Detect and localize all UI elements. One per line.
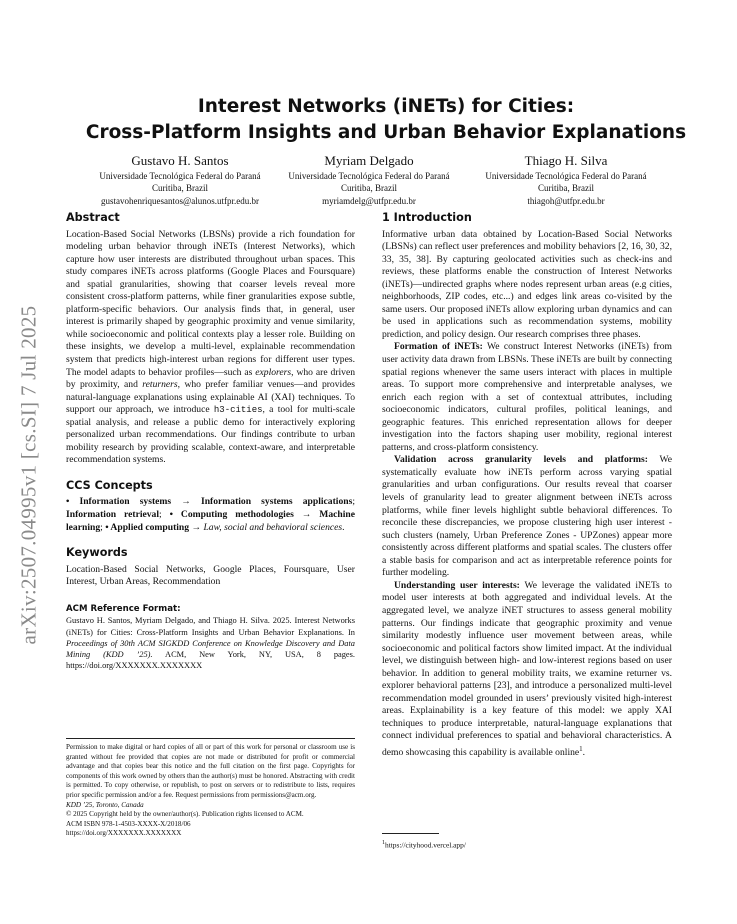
author-block-3 <box>466 152 666 207</box>
author-email: thiagoh@utfpr.edu.br <box>527 195 605 206</box>
title-line-1: Interest Networks (iNETs) for Cities: <box>197 96 575 117</box>
intro-paragraph-1: Informative urban data obtained by Location-Based Social Networks (LBSNs) can reflect user preferences and mobility behaviors [2, 16, 30, 32, 33, 35, 38]. By capturing geolocated activities such as check-ins and reviews, these platforms enable the construction of Interest Networks (iNETs)—undirected graphs where nodes represent urban areas (e.g cities, neighborhoods, ZIP codes, etc...) and edges link areas co-visited by the same users. Our proposed iNETs allow exploring urban dynamics and can be used in applications such as recommendation systems, mobility prediction, and policy design. Our research comprises three phases. <box>382 228 672 340</box>
author-affiliation: Universidade Tecnológica Federal do Paraná <box>288 171 450 181</box>
footnote <box>382 833 672 850</box>
right-column <box>382 212 672 760</box>
keywords-heading: Keywords <box>66 546 128 560</box>
intro-paragraph-3: Validation across granularity levels and platforms: We systematically evaluate how iNETs perform across varying spatial granularities and urban configurations. Our results reveal that coarser levels of granularity lead to greater alignment between iNETs across platforms, while finer levels highlight subtle behavioral differences. To reconcile these discrepancies, we propose clustering high user interest - such clusters (namely, Urban Preference Zones - UPZones) appear more consistently across different platforms and spatial scales. The clusters offer a stable basis for comparison and act as interpretable reference points for further modeling. <box>382 454 672 579</box>
intro-paragraph-4: Understanding user interests: We leverage the validated iNETs to model user interests at both aggregated and individual levels. At the aggregated level, we analyze iNET structures to assess general mobility patterns. Our findings indicate that geographic proximity and venue similarity modestly influence user movement between areas, while socioeconomic and political factors show limited impact. At the individual level, we distinguish between high- and low-interest regions based on user behavior. In addition to general mobility traits, we examine returner vs. explorer behavioral patterns [23], and introduce a personalized multi-level recommendation model grounded in users’ previously visited high-interest areas. Explainability is a key feature of this model: we apply XAI techniques to produce interpretable, natural-language explanations that connect individual preferences to spatial and behavioral characteristics. A demo showcasing this capability is available online$^1$. <box>382 579 672 759</box>
author-name: Myriam Delgado <box>324 153 414 168</box>
footnote-rule <box>382 833 439 834</box>
author-affiliation: Universidade Tecnológica Federal do Paraná <box>99 171 261 181</box>
arxiv-stamp <box>14 280 44 670</box>
footnote-link[interactable]: https://cityhood.vercel.app/ <box>385 840 466 850</box>
arxiv-stamp-text: arXiv:2507.04995v1 [cs.SI] 7 Jul 2025 <box>16 305 41 645</box>
acm-reference-heading: ACM Reference Format: <box>66 603 181 614</box>
footnote-marker: 1 <box>579 744 583 753</box>
author-location: Curitiba, Brazil <box>538 183 594 194</box>
author-block-1 <box>80 152 280 207</box>
introduction-heading: 1 Introduction <box>382 211 472 224</box>
author-email: gustavohenriquesantos@alunos.utfpr.edu.br <box>100 195 259 206</box>
intro-paragraph-2: Formation of iNETs: We construct Interest Networks (iNETs) from user activity data drawn from LBSNs. These iNETs are built by connecting spatial regions whenever the same users interact with places in multiple areas. To support more comprehensive and interpretable analyses, we enrich each region with a set of contextual attributes, including socioeconomic indicators, cultural profiles, political leanings, and geographic features. This enriched representation allows for deeper investigation into the factors shaping user mobility, regional interest patterns, and cross-platform consistency. <box>382 341 672 453</box>
author-block-2 <box>269 152 469 207</box>
ccs-heading: CCS Concepts <box>66 478 153 492</box>
footnote-number: 1 <box>382 840 385 846</box>
permission-text: Permission to make digital or hard copies of all or part of this work for personal or classroom use is granted without fee provided that copies are not made or distributed for profit or commercial advantage and that copies bear this notice and the full citation on the first page. Copyrights for components of this work owned by others than the author(s) must be honored. Abstracting with credit is permitted. To copy otherwise, or republish, to post on servers or to redistribute to lists, requires prior specific permission and/or a fee. Request permissions from permissions@acm.org. <box>66 743 355 799</box>
author-email: myriamdelg@utfpr.edu.br <box>322 195 416 206</box>
left-column <box>66 212 355 671</box>
author-affiliation: Universidade Tecnológica Federal do Paraná <box>485 171 647 181</box>
author-location: Curitiba, Brazil <box>341 183 397 194</box>
abstract-text: Location-Based Social Networks (LBSNs) provide a rich foundation for modeling urban behavior through iNETs (Interest Networks), which capture how user interests are distributed throughout urban spaces. This study compares iNETs across platforms (Google Places and Foursquare) and spatial granularities, showing that coarser levels reveal more consistent cross-platform patterns, while finer granularities expose subtle, platform-specific behaviors. Our analysis finds that, in general, user interest is primarily shaped by geographic proximity and venue similarity, while socioeconomic and political contexts play a lesser role. Building on these insights, we develop a multi-level, explainable recommendation system that predicts high-interest urban regions for different user types. The model adapts to behavior profiles—such as explorers, who are driven by proximity, and returners, who prefer familiar venues—and provides natural-language explanations using explainable AI (XAI) techniques. To support our approach, we introduce h3-cities, a tool for multi-scale spatial analysis, and release a public demo for interactively exploring personalized urban recommendations. Our findings contribute to urban mobility research by providing scalable, context-aware, and interpretable recommendation systems. <box>66 228 355 466</box>
author-name: Gustavo H. Santos <box>131 153 229 168</box>
permission-block <box>66 738 355 839</box>
copyright-text: © 2025 Copyright held by the owner/author(s). Publication rights licensed to ACM. <box>66 810 304 819</box>
keywords-text: Location-Based Social Networks, Google Places, Foursquare, User Interest, Urban Areas, Recommendation <box>66 563 355 588</box>
title-line-2: Cross-Platform Insights and Urban Behavior Explanations <box>85 122 687 143</box>
paper-title <box>66 94 706 146</box>
venue-text: KDD ’25, Toronto, Canada <box>66 800 144 809</box>
acm-reference-text: Gustavo H. Santos, Myriam Delgado, and Thiago H. Silva. 2025. Interest Networks (iNETs) for Cities: Cross-Platform Insights and Urban Behavior Explanations. In Proceedings of 30th ACM SIGKDD Conference on Knowledge Discovery and Data Mining (KDD ’25). ACM, New York, NY, USA, 8 pages. https://doi.org/XXXXXXX.XXXXXXX <box>66 616 355 671</box>
doi-text: https://doi.org/XXXXXXX.XXXXXXX <box>66 829 182 838</box>
h3-cities-code: h3-cities <box>213 405 263 416</box>
isbn-text: ACM ISBN 978-1-4503-XXXX-X/2018/06 <box>66 819 191 828</box>
ccs-text: • Information systems → Information systems applications; Information retrieval; • Computing methodologies → Machine learning; • Applied computing → Law, social and behavioral sciences. <box>66 496 355 533</box>
author-location: Curitiba, Brazil <box>152 183 208 194</box>
abstract-heading: Abstract <box>66 211 120 224</box>
author-name: Thiago H. Silva <box>524 153 608 168</box>
